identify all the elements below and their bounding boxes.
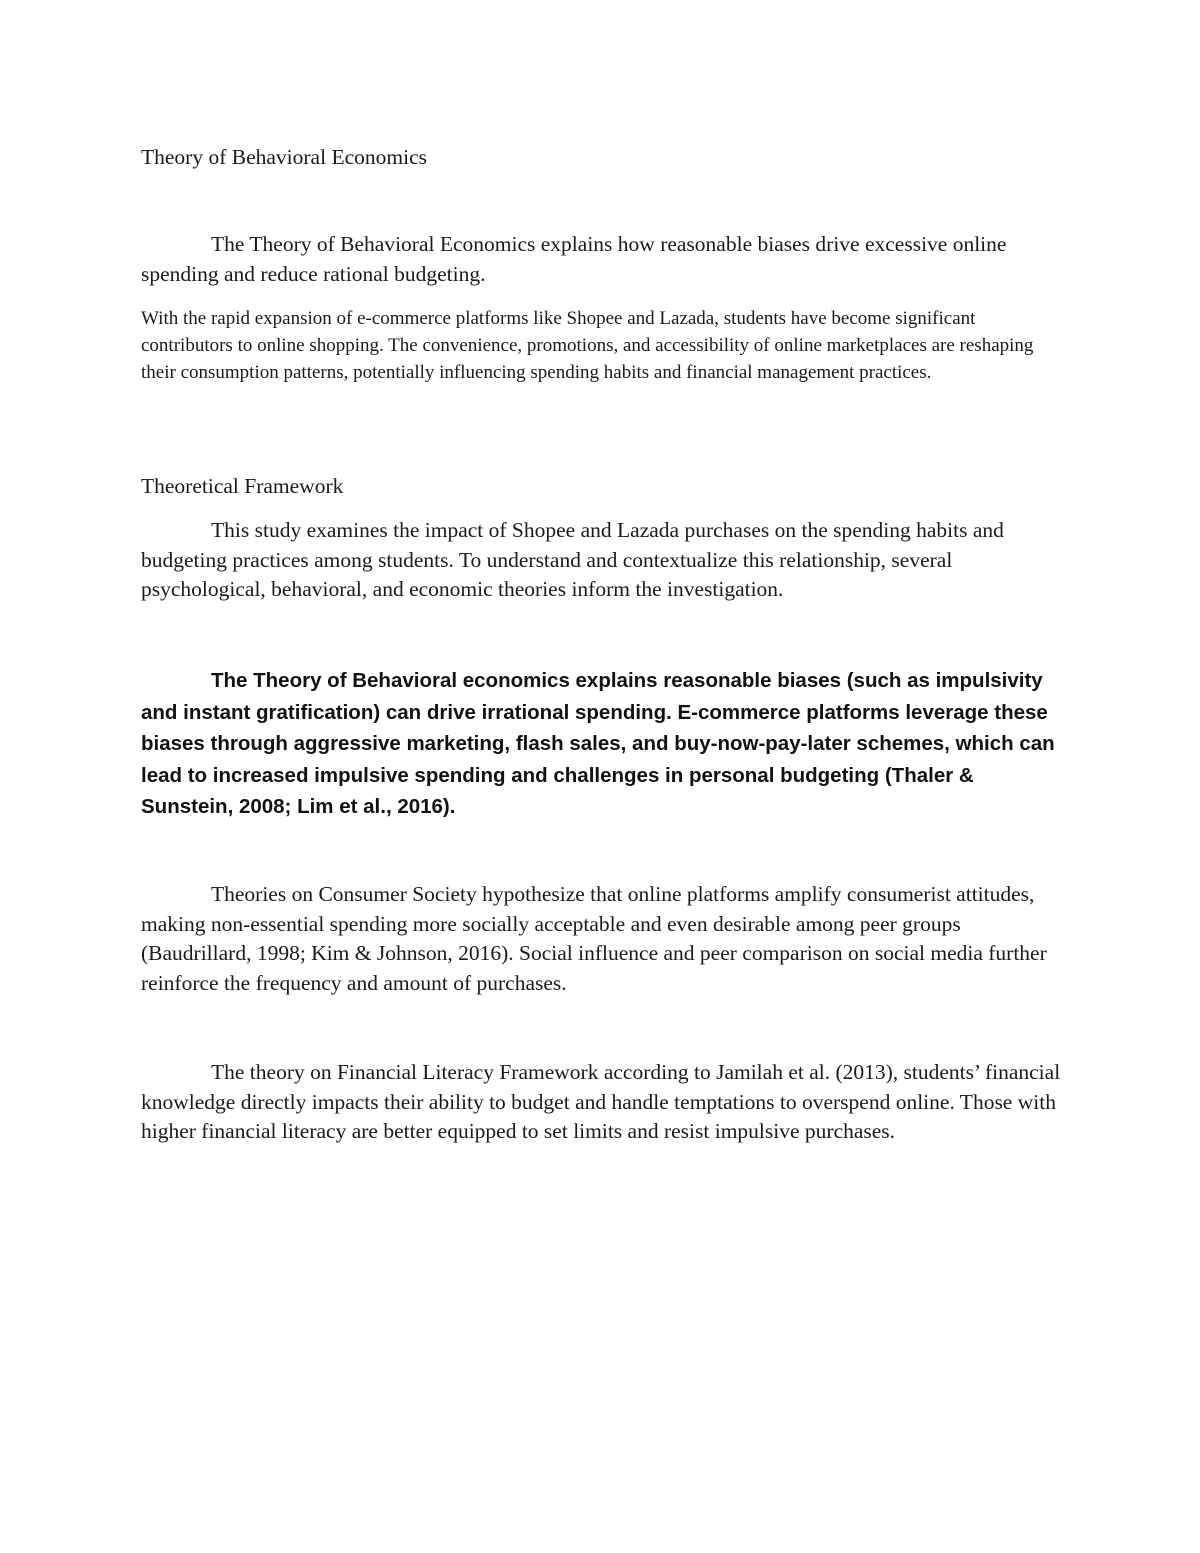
- intro-paragraph: The Theory of Behavioral Economics explains how reasonable biases drive excessive online spending and reduce rational budgeting.: [141, 232, 1007, 286]
- context-paragraph: With the rapid expansion of e-commerce platforms like Shopee and Lazada, students have become significant contributors to online shopping. The convenience, promotions, and accessibility of online marketplaces are reshaping their consumption patterns, potentially influencing spending habits and financial management practices.: [141, 308, 1034, 383]
- framework-paragraph: This study examines the impact of Shopee and Lazada purchases on the spending habits and budgeting practices among students. To understand and contextualize this relationship, several psychological, behavioral, and economic theories inform the investigation.: [141, 518, 1004, 601]
- behavioral-economics-paragraph: The Theory of Behavioral economics explains reasonable biases (such as impulsivity and instant gratification) can drive irrational spending. E-commerce platforms leverage these biases through aggressive marketing, flash sales, and buy-now-pay-later schemes, which can lead to increased impulsive spending and challenges in personal budgeting (Thaler & Sunstein, 2008; Lim et al., 2016).: [141, 669, 1055, 818]
- consumer-society-paragraph: Theories on Consumer Society hypothesize that online platforms amplify consumerist attitudes, making non-essential spending more socially acceptable and even desirable among peer groups (Baudrillard, 1998; Kim & Johnson, 2016). Social influence and peer comparison on social media further reinforce the frequency and amount of purchases.: [141, 882, 1047, 995]
- section-heading-theoretical-framework: Theoretical Framework: [141, 474, 344, 498]
- section-heading-behavioral-economics: Theory of Behavioral Economics: [141, 145, 427, 169]
- financial-literacy-paragraph: The theory on Financial Literacy Framework according to Jamilah et al. (2013), students’ financial knowledge directly impacts their ability to budget and handle temptations to overspend online. Those with higher financial literacy are better equipped to set limits and resist impulsive purchases.: [141, 1060, 1061, 1143]
